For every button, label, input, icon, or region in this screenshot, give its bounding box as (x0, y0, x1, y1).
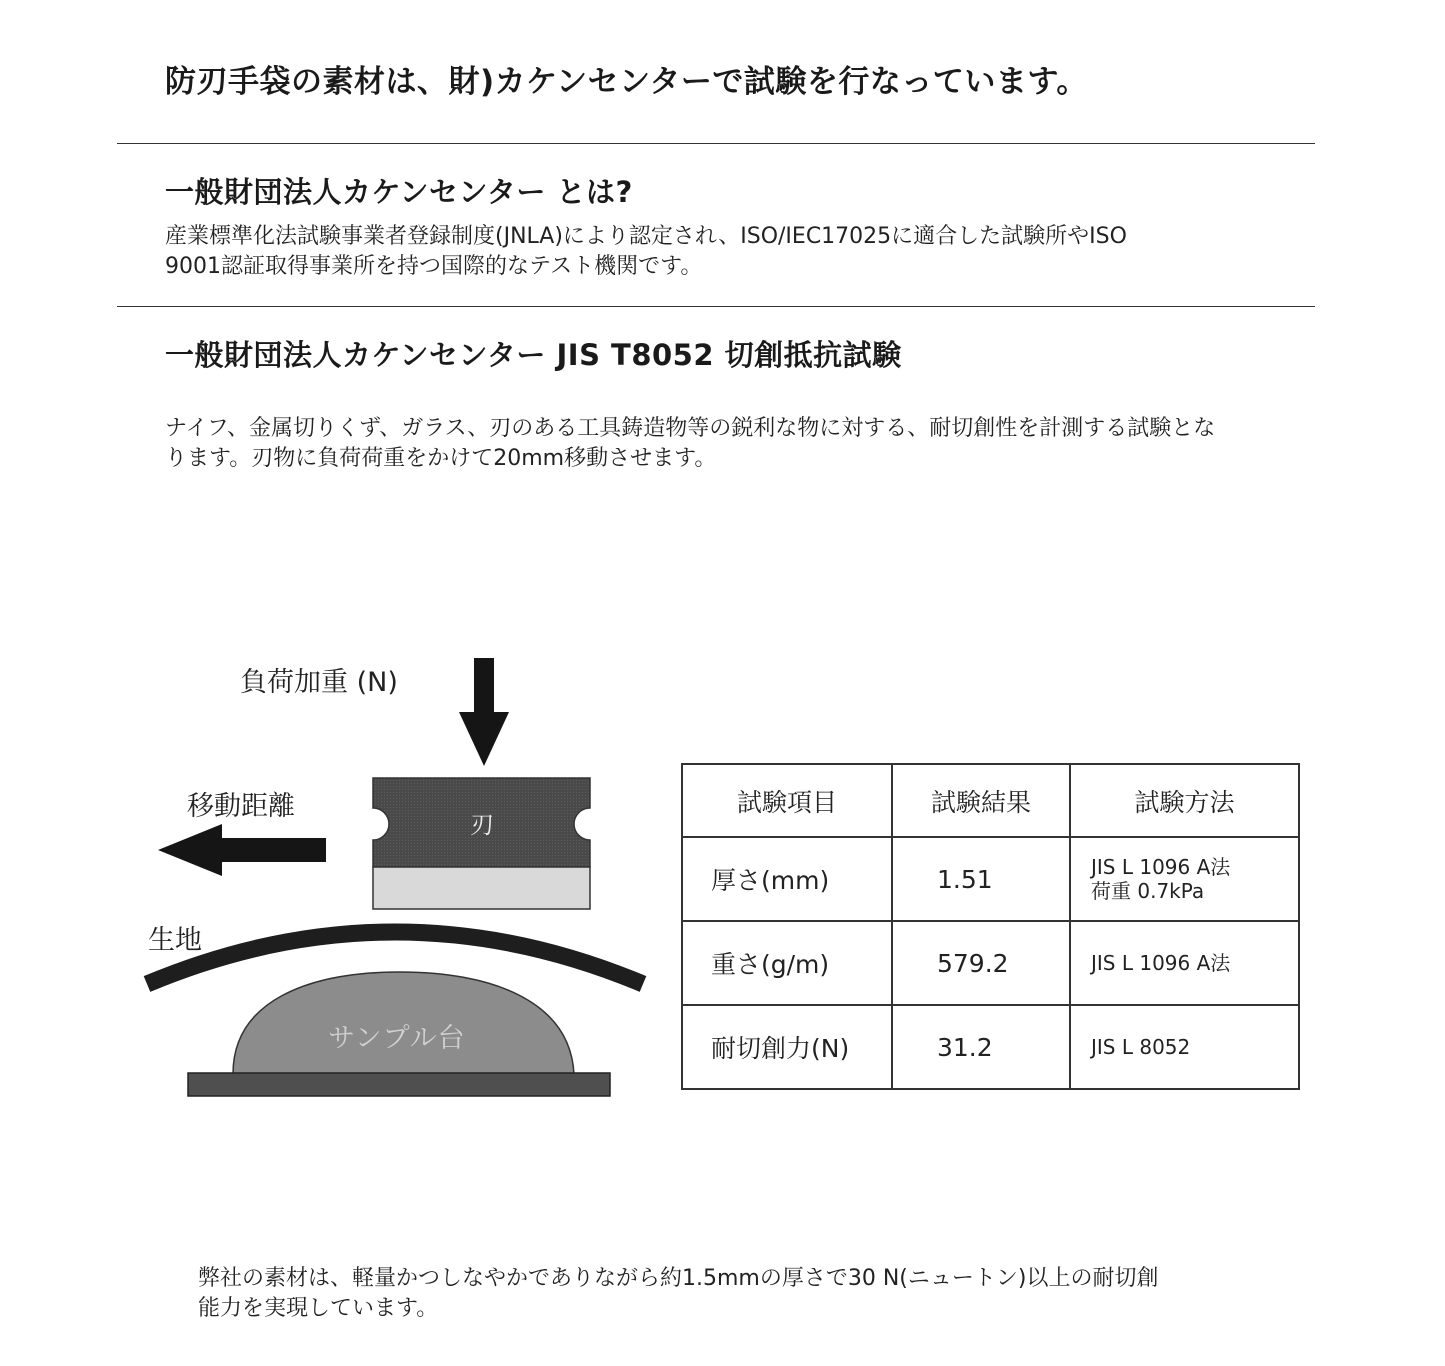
method-line: JIS L 1096 A法 (1091, 855, 1231, 879)
fabric-label: 生地 (148, 925, 202, 956)
base-plate (188, 1073, 610, 1096)
sample-base-label: サンプル台 (328, 1023, 466, 1054)
row-cut-resistance-item: 耐切創力(N) (682, 1005, 892, 1089)
method-line: JIS L 8052 (1091, 1035, 1191, 1059)
row-weight-value: 579.2 (892, 921, 1070, 1005)
header-test-item: 試験項目 (682, 764, 892, 837)
load-arrow-icon (459, 658, 509, 766)
about-heading: 一般財団法人カケンセンター とは? (165, 175, 633, 209)
row-thickness-value: 1.51 (892, 837, 1070, 921)
table-header-row (682, 764, 1299, 837)
row-weight-method (1070, 921, 1299, 1005)
method-line: JIS L 1096 A法 (1091, 951, 1231, 975)
test-heading: 一般財団法人カケンセンター JIS T8052 切創抵抗試験 (165, 338, 902, 372)
row-weight-item: 重さ(g/m) (682, 921, 892, 1005)
test-line-2: ります。刃物に負荷荷重をかけて20mm移動させます。 (165, 446, 717, 471)
about-line-1: 産業標準化法試験事業者登録制度(JNLA)により認定され、ISO/IEC17025に適合した試験所やISO (165, 224, 1127, 249)
table-row (682, 1005, 1299, 1089)
footer-line-1: 弊社の素材は、軽量かつしなやかでありながら約1.5mmの厚さで30 N(ニュートン)以上の耐切創 (198, 1266, 1159, 1291)
page-title: 防刃手袋の素材は、財)カケンセンターで試験を行なっています。 (165, 64, 1088, 100)
footer-line-2: 能力を実現しています。 (198, 1296, 439, 1321)
row-cut-resistance-method (1070, 1005, 1299, 1089)
table-row (682, 921, 1299, 1005)
table-row (682, 837, 1299, 921)
row-cut-resistance-value: 31.2 (892, 1005, 1070, 1089)
row-thickness-method (1070, 837, 1299, 921)
method-line: 荷重 0.7kPa (1091, 879, 1205, 903)
header-test-result: 試験結果 (892, 764, 1070, 837)
cut-test-diagram (0, 0, 680, 1110)
test-line-1: ナイフ、金属切りくず、ガラス、刃のある工具鋳造物等の鋭利な物に対する、耐切創性を計測する試験とな (165, 416, 1216, 441)
test-results-table (681, 763, 1300, 1090)
move-arrow-icon (158, 824, 326, 876)
about-line-2: 9001認証取得事業所を持つ国際的なテスト機関です。 (165, 254, 703, 279)
load-label: 負荷加重 (N) (240, 667, 398, 698)
footer-note (198, 1264, 1268, 1324)
move-distance-label: 移動距離 (187, 791, 295, 822)
blade-label: 刃 (470, 811, 494, 839)
row-thickness-item: 厚さ(mm) (682, 837, 892, 921)
blade-bottom-layer (373, 867, 590, 909)
header-test-method: 試験方法 (1070, 764, 1299, 837)
